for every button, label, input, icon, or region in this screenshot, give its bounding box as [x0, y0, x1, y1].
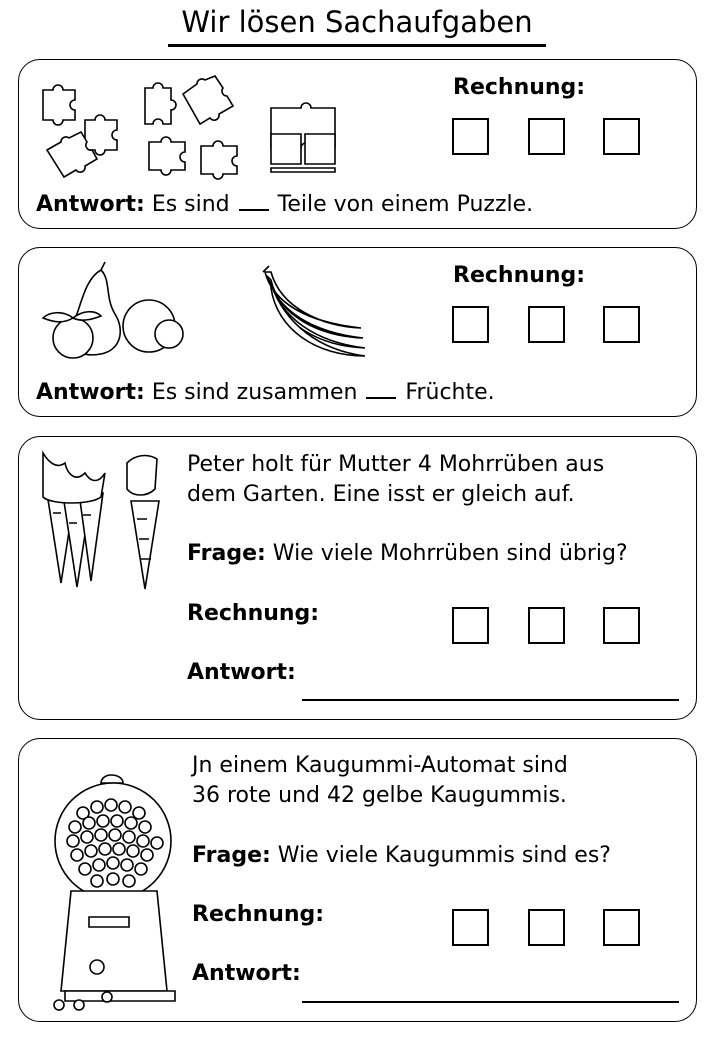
answer-box-1[interactable]	[452, 909, 489, 946]
frage-line	[187, 540, 628, 568]
answer-blank[interactable]	[239, 189, 269, 211]
story-line-1: Peter holt für Mutter 4 Mohrrüben aus	[187, 452, 605, 477]
gumball-machine-illustration	[29, 767, 179, 1017]
page-title: Wir lösen Sachaufgaben	[181, 5, 533, 39]
antwort-text-before: Es sind	[151, 192, 230, 217]
answer-box-1[interactable]	[452, 118, 489, 155]
rechnung-label: Rechnung:	[187, 601, 320, 626]
answer-line[interactable]	[302, 1001, 679, 1003]
task-card-gumballs	[18, 738, 697, 1022]
antwort-label: Antwort:	[187, 660, 296, 685]
frage-label: Frage:	[187, 541, 266, 566]
antwort-text-before: Es sind zusammen	[151, 380, 358, 405]
answer-box-1[interactable]	[452, 306, 489, 343]
answer-line[interactable]	[302, 699, 679, 701]
rechnung-label: Rechnung:	[453, 263, 586, 288]
antwort-label: Antwort:	[36, 192, 145, 217]
answer-blank[interactable]	[366, 377, 396, 399]
frage-label: Frage:	[192, 843, 271, 868]
antwort-label: Antwort:	[36, 380, 145, 405]
story-line-2: 36 rote und 42 gelbe Kaugummis.	[192, 783, 567, 808]
rechnung-label: Rechnung:	[453, 75, 586, 100]
answer-box-1[interactable]	[452, 607, 489, 644]
bananas-illustration	[259, 264, 369, 359]
frage-text: Wie viele Kaugummis sind es?	[277, 843, 611, 868]
carrots-illustration	[27, 443, 177, 593]
answer-box-2[interactable]	[528, 607, 565, 644]
story-line-1: Jn einem Kaugummi-Automat sind	[192, 753, 568, 778]
answer-box-3[interactable]	[603, 909, 640, 946]
task-card-puzzle	[18, 59, 697, 229]
story-line-2: dem Garten. Eine isst er gleich auf.	[187, 482, 575, 507]
task-card-fruits	[18, 247, 697, 417]
antwort-text-after: Früchte.	[405, 380, 495, 405]
fruits-illustration	[33, 260, 193, 370]
answer-box-2[interactable]	[528, 118, 565, 155]
antwort-line	[36, 189, 533, 219]
answer-box-3[interactable]	[603, 607, 640, 644]
puzzle-pieces-illustration	[33, 70, 373, 180]
frage-text: Wie viele Mohrrüben sind übrig?	[272, 541, 628, 566]
answer-box-2[interactable]	[528, 306, 565, 343]
antwort-text-after: Teile von einem Puzzle.	[277, 192, 534, 217]
answer-box-3[interactable]	[603, 118, 640, 155]
title-underline	[168, 44, 546, 47]
answer-box-2[interactable]	[528, 909, 565, 946]
rechnung-label: Rechnung:	[192, 902, 325, 927]
antwort-label: Antwort:	[192, 961, 301, 986]
frage-line	[192, 842, 611, 870]
answer-box-3[interactable]	[603, 306, 640, 343]
task-card-carrots	[18, 436, 697, 720]
antwort-line	[36, 377, 495, 407]
